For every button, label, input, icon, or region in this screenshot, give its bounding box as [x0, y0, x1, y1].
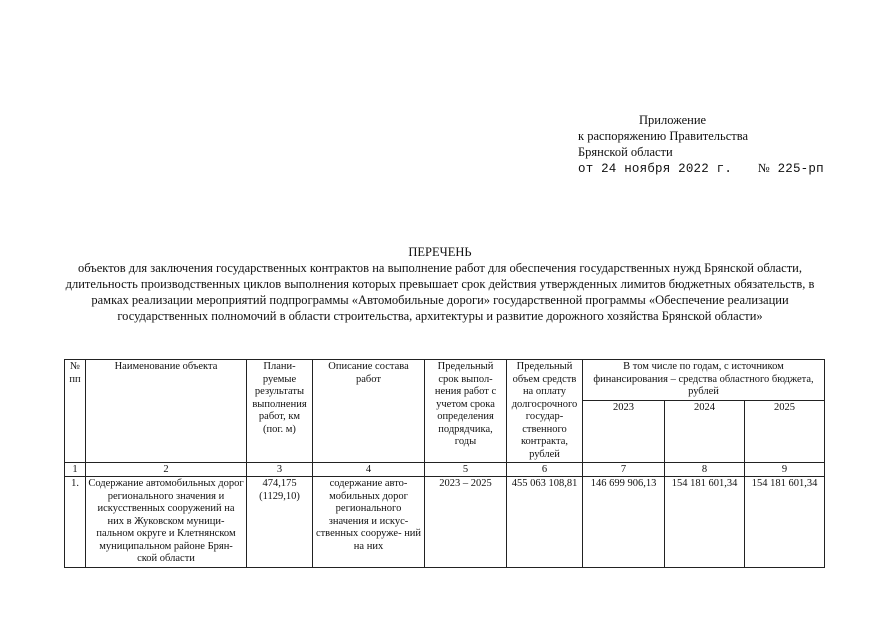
header-planned: Плани- руемые результаты выполнения работ, км (пог. м): [247, 360, 313, 463]
column-number: 5: [425, 463, 507, 477]
cell-2023: 146 699 906,13: [583, 477, 665, 568]
table-row: [65, 477, 825, 568]
cell-2025: 154 181 601,34: [745, 477, 825, 568]
appendix-line-order: к распоряжению Правительства: [578, 129, 749, 143]
appendix-line-region: Брянской области: [578, 145, 673, 159]
order-from: от: [578, 162, 594, 176]
cell-no: 1.: [65, 477, 86, 568]
header-name: Наименование объекта: [86, 360, 247, 463]
objects-table: [64, 359, 825, 568]
order-number: 225-рп: [777, 162, 824, 176]
appendix-block: [578, 112, 824, 177]
header-no: № пп: [65, 360, 86, 463]
header-volume: Предельный объем средств на оплату долгосрочного государ- ственного контракта, рублей: [507, 360, 583, 463]
column-number: 3: [247, 463, 313, 477]
appendix-title: Приложение: [639, 113, 707, 127]
cell-name: Содержание автомобильных дорог регионального значения и искусственных сооружений на них в Жуковском муници- пальном округе и Клетнянском муниципальном районе Брян- ской области: [86, 477, 247, 568]
document-subtitle: объектов для заключения государственных контрактов на выполнение работ для обеспечения государственных нужд Брянской области, длительность производственных циклов выполнения которых превышает срок действия утвержденных лимитов бюджетных обязательств, в рамках реализации мероприятий подпрограммы «Автомобильные дороги» государственной программы «Обеспечение реализации государственных полномочий в области строительства, архитектуры и развитие дорожного хозяйства Брянской области»: [65, 261, 815, 323]
cell-2024: 154 181 601,34: [665, 477, 745, 568]
order-date: 24 ноября 2022 г.: [601, 162, 733, 176]
column-number: 4: [313, 463, 425, 477]
order-reference: [578, 160, 824, 177]
header-years-group: В том числе по годам, с источником финансирования – средства областного бюджета, рублей: [583, 360, 825, 401]
column-number: 9: [745, 463, 825, 477]
cell-planned: 474,175 (1129,10): [247, 477, 313, 568]
document-title: ПЕРЕЧЕНЬ: [408, 245, 472, 259]
column-number: 1: [65, 463, 86, 477]
column-numbers-row: [65, 463, 825, 477]
column-number: 7: [583, 463, 665, 477]
cell-deadline: 2023 – 2025: [425, 477, 507, 568]
header-year-2024: 2024: [665, 401, 745, 463]
cell-description: содержание авто- мобильных дорог регионального значения и искус- ственных сооруже- ний на них: [313, 477, 425, 568]
column-number: 6: [507, 463, 583, 477]
header-year-2023: 2023: [583, 401, 665, 463]
header-year-2025: 2025: [745, 401, 825, 463]
header-deadline: Предельный срок выпол- нения работ с учетом срока определения подрядчика, годы: [425, 360, 507, 463]
cell-volume: 455 063 108,81: [507, 477, 583, 568]
column-number: 8: [665, 463, 745, 477]
column-number: 2: [86, 463, 247, 477]
header-description: Описание состава работ: [313, 360, 425, 463]
table-header-row: [65, 360, 825, 401]
order-number-sign: №: [757, 161, 770, 175]
document-heading: [60, 244, 820, 324]
